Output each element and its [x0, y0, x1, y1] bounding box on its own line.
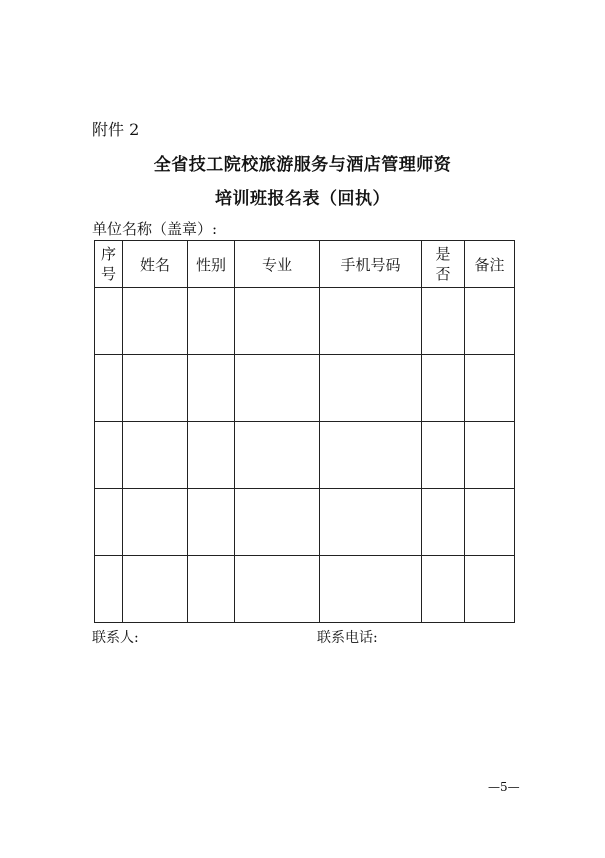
- cell-gender[interactable]: [188, 489, 235, 556]
- table-row: [95, 556, 515, 623]
- header-gender: 性别: [188, 241, 235, 288]
- cell-remarks[interactable]: [465, 422, 515, 489]
- header-seq: [95, 241, 123, 288]
- header-yesno-top: 是: [435, 245, 451, 263]
- header-row: [95, 241, 515, 288]
- cell-major[interactable]: [235, 556, 320, 623]
- unit-name-label: 单位名称（盖章）:: [92, 220, 218, 238]
- cell-seq[interactable]: [95, 355, 123, 422]
- cell-yesno[interactable]: [422, 288, 465, 355]
- header-remarks: 备注: [465, 241, 515, 288]
- form-title-line1: 全省技工院校旅游服务与酒店管理师资: [153, 155, 452, 175]
- cell-phone[interactable]: [320, 288, 422, 355]
- cell-phone[interactable]: [320, 489, 422, 556]
- cell-yesno[interactable]: [422, 355, 465, 422]
- cell-seq[interactable]: [95, 556, 123, 623]
- contact-person-label: 联系人:: [92, 630, 139, 646]
- form-title-line2: 培训班报名表（回执）: [215, 189, 390, 209]
- attachment-label: 附件 2: [92, 120, 140, 139]
- cell-gender[interactable]: [188, 556, 235, 623]
- cell-yesno[interactable]: [422, 489, 465, 556]
- registration-table: [94, 240, 515, 623]
- contact-phone-label: 联系电话:: [317, 630, 378, 646]
- cell-yesno[interactable]: [422, 556, 465, 623]
- cell-gender[interactable]: [188, 288, 235, 355]
- header-name: 姓名: [123, 241, 188, 288]
- cell-gender[interactable]: [188, 355, 235, 422]
- cell-phone[interactable]: [320, 422, 422, 489]
- page-number: —5—: [488, 780, 520, 794]
- table-row: [95, 355, 515, 422]
- cell-major[interactable]: [235, 489, 320, 556]
- header-yesno-bottom: 否: [435, 265, 451, 283]
- cell-seq[interactable]: [95, 489, 123, 556]
- cell-remarks[interactable]: [465, 355, 515, 422]
- header-major: 专业: [235, 241, 320, 288]
- header-phone: 手机号码: [320, 241, 422, 288]
- table-row: [95, 422, 515, 489]
- cell-seq[interactable]: [95, 288, 123, 355]
- cell-name[interactable]: [123, 489, 188, 556]
- cell-major[interactable]: [235, 288, 320, 355]
- cell-remarks[interactable]: [465, 489, 515, 556]
- cell-phone[interactable]: [320, 556, 422, 623]
- header-seq-top: 序: [100, 245, 116, 263]
- cell-seq[interactable]: [95, 422, 123, 489]
- cell-name[interactable]: [123, 355, 188, 422]
- cell-remarks[interactable]: [465, 288, 515, 355]
- table-row: [95, 489, 515, 556]
- cell-name[interactable]: [123, 288, 188, 355]
- cell-yesno[interactable]: [422, 422, 465, 489]
- cell-major[interactable]: [235, 422, 320, 489]
- cell-major[interactable]: [235, 355, 320, 422]
- cell-phone[interactable]: [320, 355, 422, 422]
- cell-name[interactable]: [123, 556, 188, 623]
- table-row: [95, 288, 515, 355]
- header-yesno: [422, 241, 465, 288]
- cell-name[interactable]: [123, 422, 188, 489]
- cell-gender[interactable]: [188, 422, 235, 489]
- header-seq-bottom: 号: [100, 265, 116, 283]
- cell-remarks[interactable]: [465, 556, 515, 623]
